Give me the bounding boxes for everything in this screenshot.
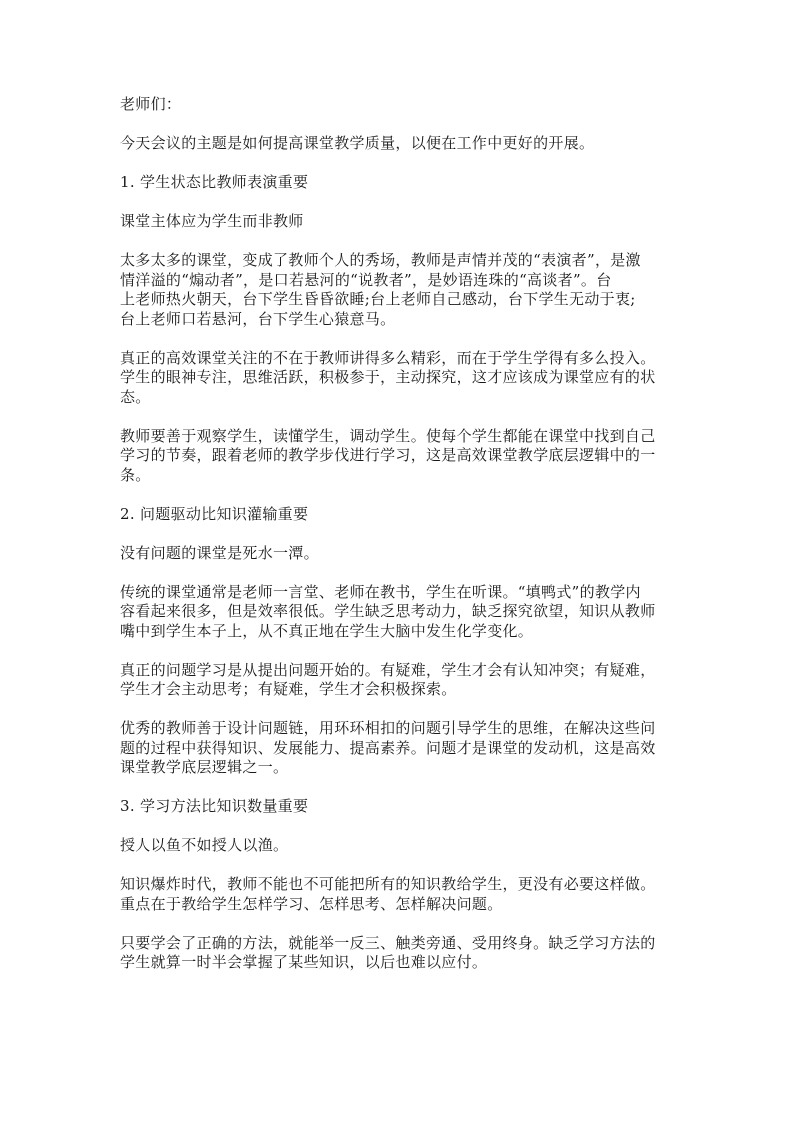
text-line: 学生的眼神专注，思维活跃，积极参于，主动探究，这才应该成为课堂应有的状 <box>120 368 656 386</box>
paragraph <box>120 349 680 408</box>
paragraph <box>120 934 680 973</box>
document-page <box>120 95 680 992</box>
text-line: 课堂主体应为学生而非教师 <box>120 212 304 230</box>
text-line: 学习的节奏，跟着老师的教学步伐进行学习，这是高效课堂教学底层逻辑中的一 <box>120 446 656 464</box>
text-line: 课堂教学底层逻辑之一。 <box>120 758 289 776</box>
paragraph <box>120 797 680 817</box>
text-line: 学生就算一时半会掌握了某些知识，以后也难以应付。 <box>120 953 488 971</box>
paragraph <box>120 212 680 232</box>
text-line: 知识爆炸时代，教师不能也不可能把所有的知识教给学生，更没有必要这样做。 <box>120 875 656 893</box>
text-line: 传统的课堂通常是老师一言堂、老师在教书，学生在听课。“填鸭式”的教学内 <box>120 582 641 601</box>
paragraph <box>120 427 680 486</box>
text-line: 态。 <box>120 387 151 406</box>
text-line: 台上老师口若悬河，台下学生心猿意马。 <box>120 309 396 328</box>
text-line: 今天会议的主题是如何提高课堂教学质量，以便在工作中更好的开展。 <box>120 134 595 152</box>
text-line: 真正的高效课堂关注的不在于教师讲得多么精彩，而在于学生学得有多么投入。 <box>120 348 656 367</box>
text-line: 2. 问题驱动比知识灌输重要 <box>120 504 309 523</box>
text-line: 学生才会主动思考；有疑难，学生才会积极探索。 <box>120 680 457 698</box>
paragraph <box>120 95 680 115</box>
text-line: 真正的问题学习是从提出问题开始的。有疑难，学生才会有认知冲突；有疑难， <box>120 660 656 679</box>
paragraph <box>120 173 680 193</box>
text-line: 1. 学生状态比教师表演重要 <box>120 173 309 191</box>
text-line: 教师要善于观察学生，读懂学生，调动学生。使每个学生都能在课堂中找到自己 <box>120 426 656 445</box>
text-line: 3. 学习方法比知识数量重要 <box>120 797 309 815</box>
text-line: 上老师热火朝天，台下学生昏昏欲睡;台上老师自己感动，台下学生无动于衷; <box>120 290 636 308</box>
paragraph <box>120 661 680 700</box>
paragraph <box>120 251 680 329</box>
paragraph <box>120 134 680 154</box>
paragraph <box>120 875 680 914</box>
paragraph <box>120 719 680 778</box>
text-line: 没有问题的课堂是死水一潭。 <box>120 543 319 562</box>
text-line: 只要学会了正确的方法，就能举一反三、触类旁通、受用终身。缺乏学习方法的 <box>120 933 656 952</box>
paragraph <box>120 836 680 856</box>
text-line: 老师们： <box>120 95 182 113</box>
text-line: 情洋溢的“煽动者”，是口若悬河的“说教者”，是妙语连珠的“高谈者”。台 <box>120 270 612 289</box>
text-line: 嘴中到学生本子上，从不真正地在学生大脑中发生化学变化。 <box>120 621 534 640</box>
text-line: 容看起来很多，但是效率很低。学生缺乏思考动力，缺乏探究欲望，知识从教师 <box>120 602 656 620</box>
text-line: 授人以鱼不如授人以渔。 <box>120 836 289 854</box>
paragraph <box>120 544 680 564</box>
paragraph <box>120 583 680 642</box>
text-line: 优秀的教师善于设计问题链，用环环相扣的问题引导学生的思维，在解决这些问 <box>120 719 656 737</box>
paragraph <box>120 505 680 525</box>
text-line: 条。 <box>120 465 151 484</box>
text-line: 重点在于教给学生怎样学习、怎样思考、怎样解决问题。 <box>120 894 503 913</box>
text-line: 题的过程中获得知识、发展能力、提高素养。问题才是课堂的发动机，这是高效 <box>120 738 656 757</box>
text-line: 太多太多的课堂，变成了教师个人的秀场，教师是声情并茂的“表演者”，是激 <box>120 251 641 269</box>
